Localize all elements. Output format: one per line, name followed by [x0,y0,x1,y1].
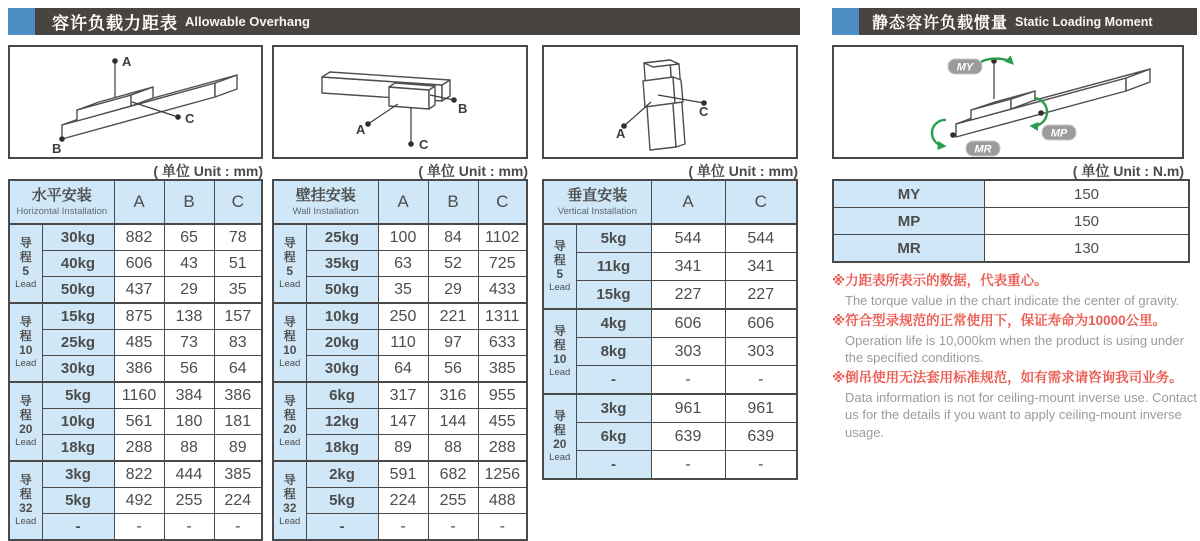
load-cell: 18kg [42,435,114,462]
value-cell: 488 [478,488,527,514]
value-cell: 606 [114,251,164,277]
table-row [273,488,527,514]
value-cell: 221 [428,303,478,330]
value-cell: 64 [214,356,262,383]
table-row [9,277,262,304]
load-cell: 2kg [306,461,378,488]
value-cell: - [651,366,725,395]
value-cell: 433 [478,277,527,304]
lead-zh-char: 程 [19,328,32,343]
lead-en-label: Lead [15,278,37,290]
table-row [543,451,797,480]
value-cell: 961 [651,394,725,423]
lead-group-cell [543,394,576,479]
value-cell: 52 [428,251,478,277]
value-cell: 181 [214,409,262,435]
table-row [273,461,527,488]
note-zh-1: ※力距表所表示的数据，代表重心。 [832,273,1048,288]
lead-zh-char: 程 [19,249,32,264]
value-cell: 84 [428,224,478,251]
value-cell: 386 [214,382,262,409]
value-cell: 88 [428,435,478,462]
column-header-c: C [214,180,262,224]
table-row [9,382,262,409]
value-cell: 29 [164,277,214,304]
lead-zh-char: 程 [553,422,566,437]
value-cell: - [478,514,527,541]
load-cell: 18kg [306,435,378,462]
lead-number: 5 [22,263,30,278]
wall-installation-column [272,35,528,541]
table-row [9,435,262,462]
value-cell: 138 [164,303,214,330]
lead-group-cell [543,309,576,394]
table-title-en: Vertical Installation [557,205,637,217]
horizontal-installation-column [8,35,263,541]
value-cell: 97 [428,330,478,356]
value-cell: 180 [164,409,214,435]
value-cell: 89 [214,435,262,462]
value-cell: 882 [114,224,164,251]
lead-zh-char: 导 [553,324,566,339]
value-cell: 341 [725,253,797,281]
value-cell: 955 [478,382,527,409]
value-cell: 255 [428,488,478,514]
static-loading-moment-section [832,8,1197,443]
load-cell: 5kg [42,382,114,409]
table-row [9,514,262,541]
column-header-a: A [378,180,428,224]
point-label-b: B [458,101,468,116]
value-cell: 591 [378,461,428,488]
value-cell: 78 [214,224,262,251]
value-cell: - [378,514,428,541]
value-cell: 606 [725,309,797,338]
table-row [273,356,527,383]
lead-group-cell [273,382,306,461]
static-moment-table [832,179,1190,263]
table-row [273,514,527,541]
value-cell: 1311 [478,303,527,330]
load-cell: 5kg [576,224,651,253]
value-cell: 544 [651,224,725,253]
column-header-b: B [428,180,478,224]
lead-group-cell [543,224,576,309]
table-title-cell [273,180,378,224]
value-cell: 64 [378,356,428,383]
table-row [543,366,797,395]
unit-label-nm: ( 单位 Unit : N.m) [1072,163,1184,179]
table-row [273,303,527,330]
column-header-b: B [164,180,214,224]
table-row [543,394,797,423]
mp-badge-label: MP [1050,127,1068,140]
load-cell: 6kg [576,423,651,451]
value-cell: 56 [428,356,478,383]
lead-number: 20 [19,421,33,436]
value-cell: 288 [478,435,527,462]
unit-label-mm: ( 单位 Unit : mm) [153,163,263,179]
load-cell: 15kg [42,303,114,330]
point-label-b: B [52,141,62,156]
lead-number: 10 [553,351,567,366]
load-cell: - [576,451,651,480]
installation-columns [8,35,800,541]
lead-en-label: Lead [15,515,37,527]
load-cell: 4kg [576,309,651,338]
load-cell: 25kg [306,224,378,251]
value-cell: - [428,514,478,541]
table-row [273,409,527,435]
load-cell: 6kg [306,382,378,409]
table-row [273,224,527,251]
table-row [9,461,262,488]
moment-label-my: MY [833,180,985,208]
value-cell: 1160 [114,382,164,409]
value-cell: 110 [378,330,428,356]
moment-value-mp: 150 [985,208,1190,235]
lead-zh-char: 导 [283,236,296,251]
vertical-diagram-box [542,45,798,159]
vertical-installation-column [542,35,798,541]
value-cell: 35 [214,277,262,304]
value-cell: 147 [378,409,428,435]
mr-badge-label: MR [974,143,992,156]
value-cell: 341 [651,253,725,281]
moment-value-mr: 130 [985,235,1190,263]
value-cell: 875 [114,303,164,330]
value-cell: 29 [428,277,478,304]
point-label-a: A [122,54,132,69]
lead-zh-char: 程 [553,252,566,267]
column-header-a: A [651,180,725,224]
lead-zh-char: 程 [283,249,296,264]
load-cell: 50kg [306,277,378,304]
lead-zh-char: 程 [19,486,32,501]
lead-zh-char: 导 [19,473,32,488]
value-cell: 822 [114,461,164,488]
value-cell: 227 [725,281,797,310]
allowable-overhang-section [8,8,800,541]
lead-zh-char: 导 [553,239,566,254]
value-cell: 1256 [478,461,527,488]
point-label-c: C [699,104,709,119]
table-title-cell [543,180,651,224]
value-cell: 157 [214,303,262,330]
lead-zh-char: 导 [283,315,296,330]
load-cell: 10kg [306,303,378,330]
value-cell: 65 [164,224,214,251]
value-cell: 43 [164,251,214,277]
lead-zh-char: 导 [553,409,566,424]
lead-group-cell [273,303,306,382]
load-cell: 15kg [576,281,651,310]
load-cell: 50kg [42,277,114,304]
table-row [9,251,262,277]
value-cell: 639 [725,423,797,451]
lead-zh-char: 程 [19,407,32,422]
table-row [9,303,262,330]
lead-number: 20 [553,436,567,451]
note-en-1: The torque value in the chart indicate the center of gravity. [845,292,1180,308]
table-row [543,281,797,310]
table-row [273,382,527,409]
value-cell: 224 [378,488,428,514]
table-title-zh: 壁挂安装 [295,187,356,205]
value-cell: 961 [725,394,797,423]
lead-number: 10 [283,342,297,357]
lead-en-label: Lead [279,515,301,527]
lead-en-label: Lead [279,436,301,448]
table-row [543,309,797,338]
moment-label-mp: MP [833,208,985,235]
value-cell: 639 [651,423,725,451]
table-title-zh: 垂直安装 [567,187,628,205]
accent-square-icon [832,8,859,35]
lead-en-label: Lead [549,366,571,378]
value-cell: 73 [164,330,214,356]
value-cell: 385 [214,461,262,488]
my-badge-label: MY [956,61,974,74]
load-cell: - [306,514,378,541]
table-row [543,224,797,253]
right-header-title-en: Static Loading Moment [1015,14,1153,29]
moment-value-my: 150 [985,180,1190,208]
value-cell: 316 [428,382,478,409]
value-cell: 455 [478,409,527,435]
lead-group-cell [9,303,42,382]
lead-zh-char: 导 [283,473,296,488]
value-cell: 100 [378,224,428,251]
table-header-row [543,180,797,224]
lead-group-cell [9,382,42,461]
table-title-cell [9,180,114,224]
load-cell: 25kg [42,330,114,356]
table-row [543,423,797,451]
lead-zh-char: 程 [283,407,296,422]
load-cell: 3kg [42,461,114,488]
lead-group-cell [9,461,42,540]
lead-zh-char: 导 [19,315,32,330]
value-cell: 303 [725,338,797,366]
horizontal-installation-diagram [10,47,261,157]
rotation-arrow-mr [932,120,946,146]
table-row [273,251,527,277]
table-title-en: Wall Installation [292,205,359,217]
horizontal-diagram-box [8,45,263,159]
value-cell: 437 [114,277,164,304]
table-row [833,208,1189,235]
value-cell: 1102 [478,224,527,251]
table-header-row [9,180,262,224]
unit-label-mm: ( 单位 Unit : mm) [688,163,798,179]
column-header-c: C [478,180,527,224]
table-row [543,253,797,281]
table-row [273,330,527,356]
point-label-c: C [419,137,429,152]
value-cell: 444 [164,461,214,488]
table-row [9,356,262,383]
load-cell: - [42,514,114,541]
wall-diagram-box [272,45,528,159]
right-header-title-zh: 静态容许负载惯量 [872,15,1009,32]
value-cell: 633 [478,330,527,356]
vertical-installation-diagram [544,47,796,157]
point-label-a: A [616,126,626,141]
unit-label-mm: ( 单位 Unit : mm) [418,163,528,179]
value-cell: - [725,366,797,395]
value-cell: 35 [378,277,428,304]
note-zh-3: ※倒吊使用无法套用标准规范，如有需求请咨询我司业务。 [832,370,1183,386]
lead-en-label: Lead [549,451,571,463]
value-cell: 288 [114,435,164,462]
moment-label-mr: MR [833,235,985,263]
lead-en-label: Lead [279,357,301,369]
value-cell: 385 [478,356,527,383]
table-row [543,338,797,366]
value-cell: 606 [651,309,725,338]
lead-en-label: Lead [15,357,37,369]
table-row [833,235,1189,263]
value-cell: 227 [651,281,725,310]
value-cell: 386 [114,356,164,383]
column-header-a: A [114,180,164,224]
value-cell: 725 [478,251,527,277]
table-row [9,409,262,435]
note-en-2: Operation life is 10,000km when the product is using under the specified conditions. [845,333,1184,366]
value-cell: - [164,514,214,541]
value-cell: 561 [114,409,164,435]
load-cell: 3kg [576,394,651,423]
value-cell: - [114,514,164,541]
value-cell: 144 [428,409,478,435]
lead-zh-char: 程 [283,486,296,501]
load-cell: 20kg [306,330,378,356]
table-row [9,330,262,356]
table-row [9,224,262,251]
lead-zh-char: 导 [283,394,296,409]
lead-number: 5 [286,263,294,278]
lead-en-label: Lead [15,436,37,448]
value-cell: 224 [214,488,262,514]
note-en-3: Data information is not for ceiling-mount inverse use. Contact us for the details if you want to apply ceiling-mount inverse usage. [845,390,1197,440]
right-section-header [832,8,1197,35]
value-cell: 544 [725,224,797,253]
moment-diagram [834,47,1182,157]
table-title-en: Horizontal Installation [16,205,108,217]
lead-en-label: Lead [279,278,301,290]
table-row [273,277,527,304]
value-cell: 317 [378,382,428,409]
lead-number: 32 [283,500,297,515]
table-title-zh: 水平安装 [31,187,92,205]
load-cell: 40kg [42,251,114,277]
value-cell: - [214,514,262,541]
moment-diagram-box [832,45,1184,159]
load-cell: 30kg [306,356,378,383]
lead-zh-char: 导 [19,236,32,251]
table-row [9,488,262,514]
value-cell: 89 [378,435,428,462]
lead-en-label: Lead [549,281,571,293]
load-cell: - [576,366,651,395]
point-label-a: A [356,122,366,137]
lead-zh-char: 导 [19,394,32,409]
point-label-c: C [185,111,195,126]
value-cell: 88 [164,435,214,462]
value-cell: 485 [114,330,164,356]
table-header-row [273,180,527,224]
load-cell: 30kg [42,356,114,383]
value-cell: 83 [214,330,262,356]
value-cell: 51 [214,251,262,277]
lead-number: 32 [19,500,33,515]
lead-zh-char: 程 [553,337,566,352]
column-header-c: C [725,180,797,224]
table-row [833,180,1189,208]
lead-number: 10 [19,342,33,357]
load-cell: 12kg [306,409,378,435]
lead-group-cell [273,461,306,540]
lead-zh-char: 程 [283,328,296,343]
value-cell: 303 [651,338,725,366]
vertical-installation-table [542,179,798,480]
left-section-header [8,8,800,35]
value-cell: 63 [378,251,428,277]
accent-square-icon [8,8,35,35]
load-cell: 11kg [576,253,651,281]
lead-number: 5 [556,266,564,281]
note-zh-2: ※符合型录规范的正常使用下，保证寿命为10000公里。 [832,313,1167,329]
value-cell: 56 [164,356,214,383]
horizontal-installation-table [8,179,263,541]
left-header-title-en: Allowable Overhang [185,14,310,29]
notes [832,271,1197,441]
wall-installation-table [272,179,528,541]
left-header-title-zh: 容许负载力距表 [52,14,178,33]
load-cell: 10kg [42,409,114,435]
load-cell: 30kg [42,224,114,251]
value-cell: - [725,451,797,480]
table-row [273,435,527,462]
lead-group-cell [9,224,42,303]
value-cell: - [651,451,725,480]
load-cell: 5kg [42,488,114,514]
load-cell: 5kg [306,488,378,514]
lead-group-cell [273,224,306,303]
value-cell: 682 [428,461,478,488]
wall-installation-diagram [274,47,526,157]
value-cell: 250 [378,303,428,330]
value-cell: 255 [164,488,214,514]
value-cell: 384 [164,382,214,409]
load-cell: 8kg [576,338,651,366]
value-cell: 492 [114,488,164,514]
load-cell: 35kg [306,251,378,277]
lead-number: 20 [283,421,297,436]
